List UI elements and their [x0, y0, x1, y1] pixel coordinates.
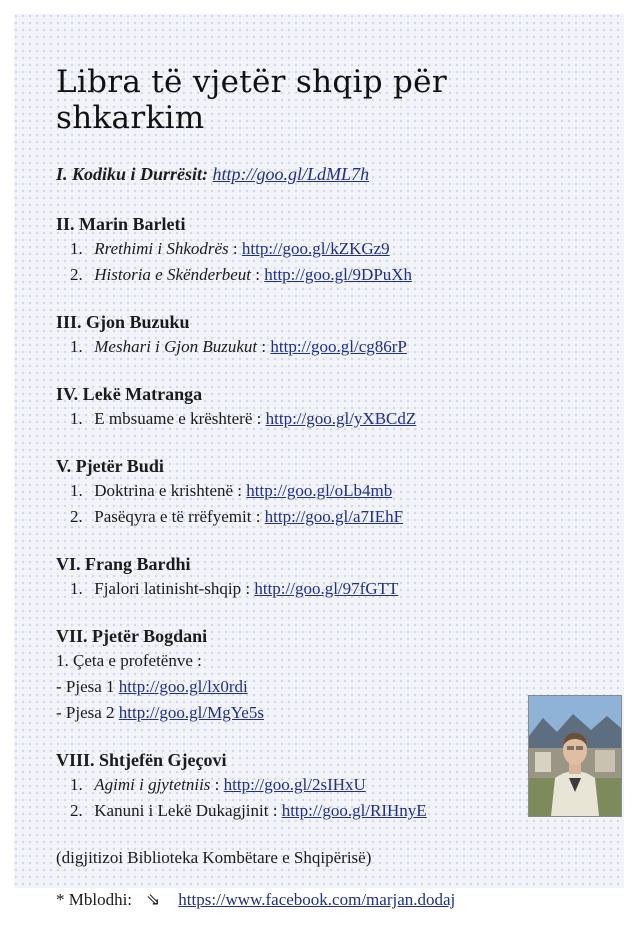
- section-heading: VII. Pjetër Bogdani: [56, 626, 208, 646]
- section-barleti: [56, 212, 596, 288]
- section-gjecovi: [56, 748, 596, 824]
- section-heading: VIII. Shtjefën Gjeçovi: [56, 750, 227, 770]
- list-item: 2. Historia e Skënderbeut : http://goo.gl/9DPuXh: [70, 265, 413, 284]
- section-bardhi: [56, 552, 596, 602]
- list-item: 1. Agimi i gjytetniis : http://goo.gl/2sIHxU: [70, 775, 366, 794]
- content: [56, 64, 596, 929]
- book-title: 1. Çeta e profetënve :: [56, 651, 202, 670]
- section-bogdani: [56, 624, 596, 726]
- list-item: 2. Pasëqyra e të rrëfyemit : http://goo.gl/a7IEhF: [70, 507, 404, 526]
- book-link[interactable]: http://goo.gl/97fGTT: [254, 579, 399, 598]
- section-buzuku: [56, 310, 596, 360]
- book-link[interactable]: http://goo.gl/9DPuXh: [264, 265, 413, 284]
- book-link[interactable]: http://goo.gl/yXBCdZ: [265, 409, 417, 428]
- section-heading: IV. Lekë Matranga: [56, 384, 203, 404]
- book-title: Fjalori latinisht-shqip: [94, 579, 242, 598]
- kodiku-label: I. Kodiku i Durrësit:: [56, 164, 209, 184]
- list-item: 1. Meshari i Gjon Buzukut : http://goo.gl/cg86rP: [70, 337, 407, 356]
- section-matranga: [56, 382, 596, 432]
- author-photo: [528, 695, 622, 817]
- book-link[interactable]: http://goo.gl/2sIHxU: [223, 775, 366, 794]
- list-item: [56, 700, 596, 726]
- digitization-note: (digjitizoi Biblioteka Kombëtare e Shqipërisë): [56, 848, 372, 867]
- part-label: - Pjesa 1: [56, 677, 115, 696]
- arrow-icon: ⇘: [146, 890, 161, 910]
- book-link[interactable]: http://goo.gl/RIHnyE: [281, 801, 427, 820]
- book-link[interactable]: http://goo.gl/a7IEhF: [264, 507, 404, 526]
- page-title: Libra të vjetër shqip për shkarkim: [56, 64, 447, 136]
- book-title: Historia e Skënderbeut: [94, 265, 251, 284]
- section-heading: II. Marin Barleti: [56, 214, 186, 234]
- section-heading: III. Gjon Buzuku: [56, 312, 190, 332]
- book-title: Kanuni i Lekë Dukagjinit: [94, 801, 269, 820]
- collector-label: * Mblodhi:: [56, 890, 133, 909]
- book-title: Rrethimi i Shkodrës: [94, 239, 229, 258]
- section-heading: VI. Frang Bardhi: [56, 554, 191, 574]
- list-item: 1. Doktrina e krishtenë : http://goo.gl/oLb4mb: [70, 481, 393, 500]
- section-heading: V. Pjetër Budi: [56, 456, 164, 476]
- list-item: 1. Fjalori latinisht-shqip : http://goo.gl/97fGTT: [70, 579, 399, 598]
- section-kodiku: [56, 162, 596, 186]
- book-link[interactable]: http://goo.gl/lx0rdi: [118, 677, 248, 696]
- book-title: E mbsuame e krështerë: [94, 409, 253, 428]
- book-link[interactable]: http://goo.gl/MgYe5s: [118, 703, 264, 722]
- book-title: Pasëqyra e të rrëfyemit: [94, 507, 252, 526]
- book-title: Doktrina e krishtenë: [94, 481, 234, 500]
- book-link[interactable]: http://goo.gl/kZKGz9: [241, 239, 390, 258]
- list-item: 1. Rrethimi i Shkodrës : http://goo.gl/kZKGz9: [70, 239, 390, 258]
- book-link[interactable]: http://goo.gl/oLb4mb: [246, 481, 393, 500]
- facebook-link[interactable]: https://www.facebook.com/marjan.dodaj: [178, 890, 456, 909]
- kodiku-link[interactable]: http://goo.gl/LdML7h: [212, 164, 370, 184]
- book-title: Meshari i Gjon Buzukut: [94, 337, 258, 356]
- book-title: Agimi i gjytetniis: [94, 775, 211, 794]
- book-link[interactable]: http://goo.gl/cg86rP: [270, 337, 407, 356]
- list-item: [56, 674, 596, 700]
- part-label: - Pjesa 2: [56, 703, 115, 722]
- collector-line: [56, 888, 596, 912]
- section-budi: [56, 454, 596, 530]
- list-item: 2. Kanuni i Lekë Dukagjinit : http://goo.gl/RIHnyE: [70, 801, 427, 820]
- list-item: 1. E mbsuame e krështerë : http://goo.gl/yXBCdZ: [70, 409, 417, 428]
